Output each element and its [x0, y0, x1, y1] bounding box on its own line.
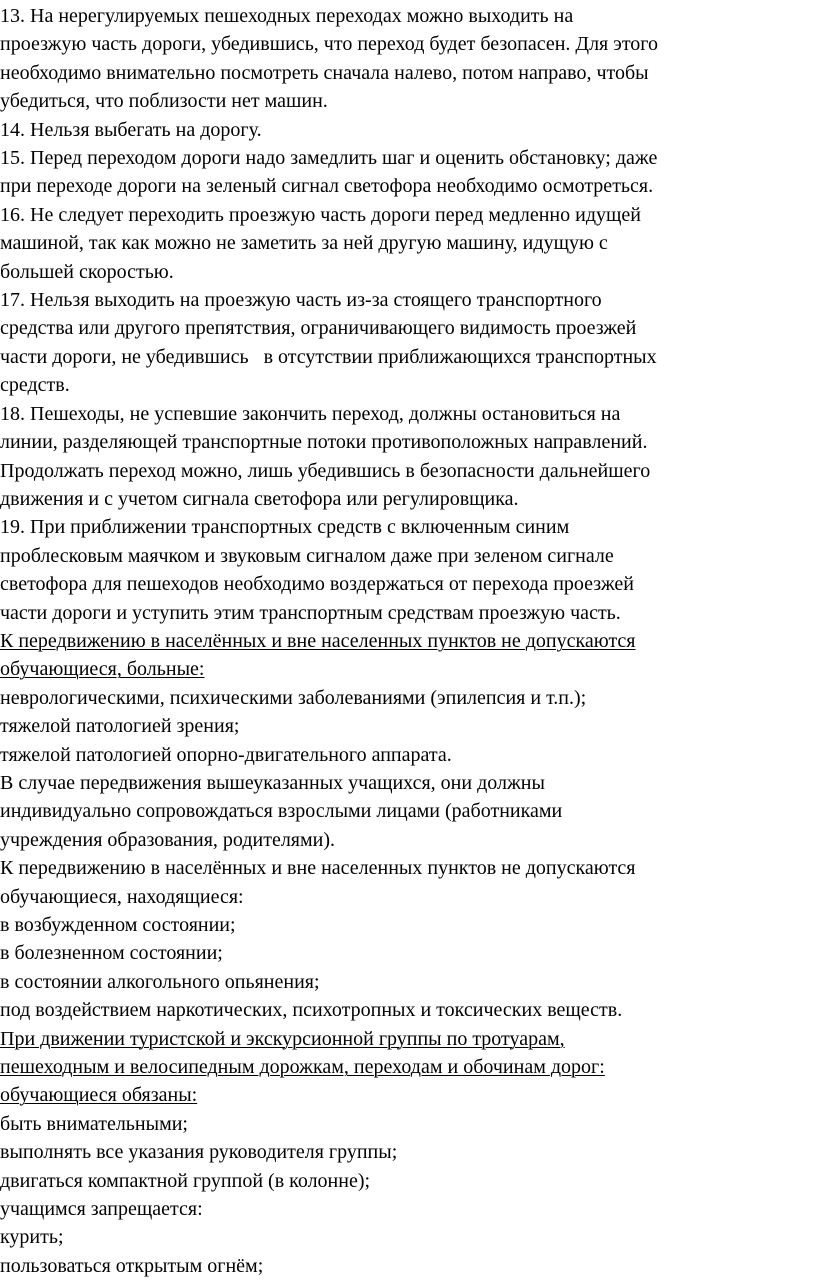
heading-group-movement-line-2: пешеходным и велосипедным дорожкам, переходам и обочинам дорог:: [0, 1056, 605, 1079]
rule-17-line-4: средств.: [0, 374, 70, 397]
rule-18-line-2: линии, разделяющей транспортные потоки противоположных направлений.: [0, 431, 648, 454]
list-item-follow-leader: выполнять все указания руководителя группы;: [0, 1141, 398, 1164]
rule-18-line-1: 18. Пешеходы, не успевшие закончить переход, должны остановиться на: [0, 402, 621, 425]
rule-19-line-3: светофора для пешеходов необходимо воздержаться от перехода проезжей: [0, 573, 634, 596]
prohibited-heading: учащимся запрещается:: [0, 1198, 203, 1221]
rule-13-line-2: проезжую часть дороги, убедившись, что переход будет безопасен. Для этого: [0, 33, 659, 56]
accompaniment-line-3: учреждения образования, родителями).: [0, 828, 336, 851]
rule-16-line-2: машиной, так как можно не заметить за ней другую машину, идущую с: [0, 232, 608, 255]
rule-15-line-2: при переходе дороги на зеленый сигнал светофора необходимо осмотреться.: [0, 175, 654, 198]
heading-states-line-2: обучающиеся, находящиеся:: [0, 885, 244, 908]
rule-17-line-2: средства или другого препятствия, ограничивающего видимость проезжей: [0, 317, 637, 340]
list-item-vision: тяжелой патологией зрения;: [0, 715, 240, 738]
rule-19-line-4: части дороги и уступить этим транспортным средствам проезжую часть.: [0, 601, 621, 624]
rule-13-line-4: убедиться, что поблизости нет машин.: [0, 90, 328, 113]
list-item-musculoskeletal: тяжелой патологией опорно-двигательного аппарата.: [0, 743, 452, 766]
rule-13-line-1: 13. На нерегулируемых пешеходных переходах можно выходить на: [0, 5, 574, 27]
list-item-neurological: неврологическими, психическими заболеваниями (эпилепсия и т.п.);: [0, 686, 587, 709]
rule-18-line-3: Продолжать переход можно, лишь убедившись в безопасности дальнейшего: [0, 459, 651, 482]
rule-15-line-1: 15. Перед переходом дороги надо замедлить шаг и оценить обстановку; даже: [0, 147, 658, 170]
heading-group-movement-line-1: При движении туристской и экскурсионной группы по тротуарам,: [0, 1027, 565, 1050]
rule-17-line-3: части дороги, не убедившись в отсутствии приближающихся транспортных: [0, 345, 657, 368]
heading-sick-students-line-1: К передвижению в населённых и вне населенных пунктов не допускаются: [0, 629, 636, 652]
list-item-excited: в возбужденном состоянии;: [0, 914, 236, 936]
list-item-compact-group: двигаться компактной группой (в колонне);: [0, 1169, 371, 1192]
list-item-alcohol: в состоянии алкогольного опьянения;: [0, 970, 320, 993]
rule-18-line-4: движения и с учетом сигнала светофора или регулировщика.: [0, 487, 519, 510]
accompaniment-line-1: В случае передвижения вышеуказанных учащихся, они должны: [0, 771, 545, 794]
rule-14-line-1: 14. Нельзя выбегать на дорогу.: [0, 118, 262, 141]
rule-19-line-1: 19. При приближении транспортных средств с включенным синим: [0, 516, 570, 539]
list-item-substances: под воздействием наркотических, психотропных и токсических веществ.: [0, 999, 623, 1022]
rule-16-line-3: большей скоростью.: [0, 260, 174, 283]
heading-group-movement-line-3: обучающиеся обязаны:: [0, 1084, 198, 1107]
rule-16-line-1: 16. Не следует переходить проезжую часть дороги перед медленно идущей: [0, 203, 641, 226]
heading-states-line-1: К передвижению в населённых и вне населенных пунктов не допускаются: [0, 857, 636, 880]
accompaniment-line-2: индивидуально сопровождаться взрослыми лицами (работниками: [0, 800, 563, 823]
rule-17-line-1: 17. Нельзя выходить на проезжую часть из-за стоящего транспортного: [0, 289, 602, 312]
rule-13-line-3: необходимо внимательно посмотреть сначала налево, потом направо, чтобы: [0, 61, 649, 84]
list-item-ill: в болезненном состоянии;: [0, 942, 223, 965]
list-item-attentive: быть внимательными;: [0, 1112, 188, 1135]
heading-sick-students-line-2: обучающиеся, больные:: [0, 658, 205, 681]
list-item-open-fire: пользоваться открытым огнём;: [0, 1254, 264, 1277]
list-item-smoking: курить;: [0, 1226, 64, 1249]
rule-19-line-2: проблесковым маячком и звуковым сигналом даже при зеленом сигнале: [0, 544, 614, 567]
